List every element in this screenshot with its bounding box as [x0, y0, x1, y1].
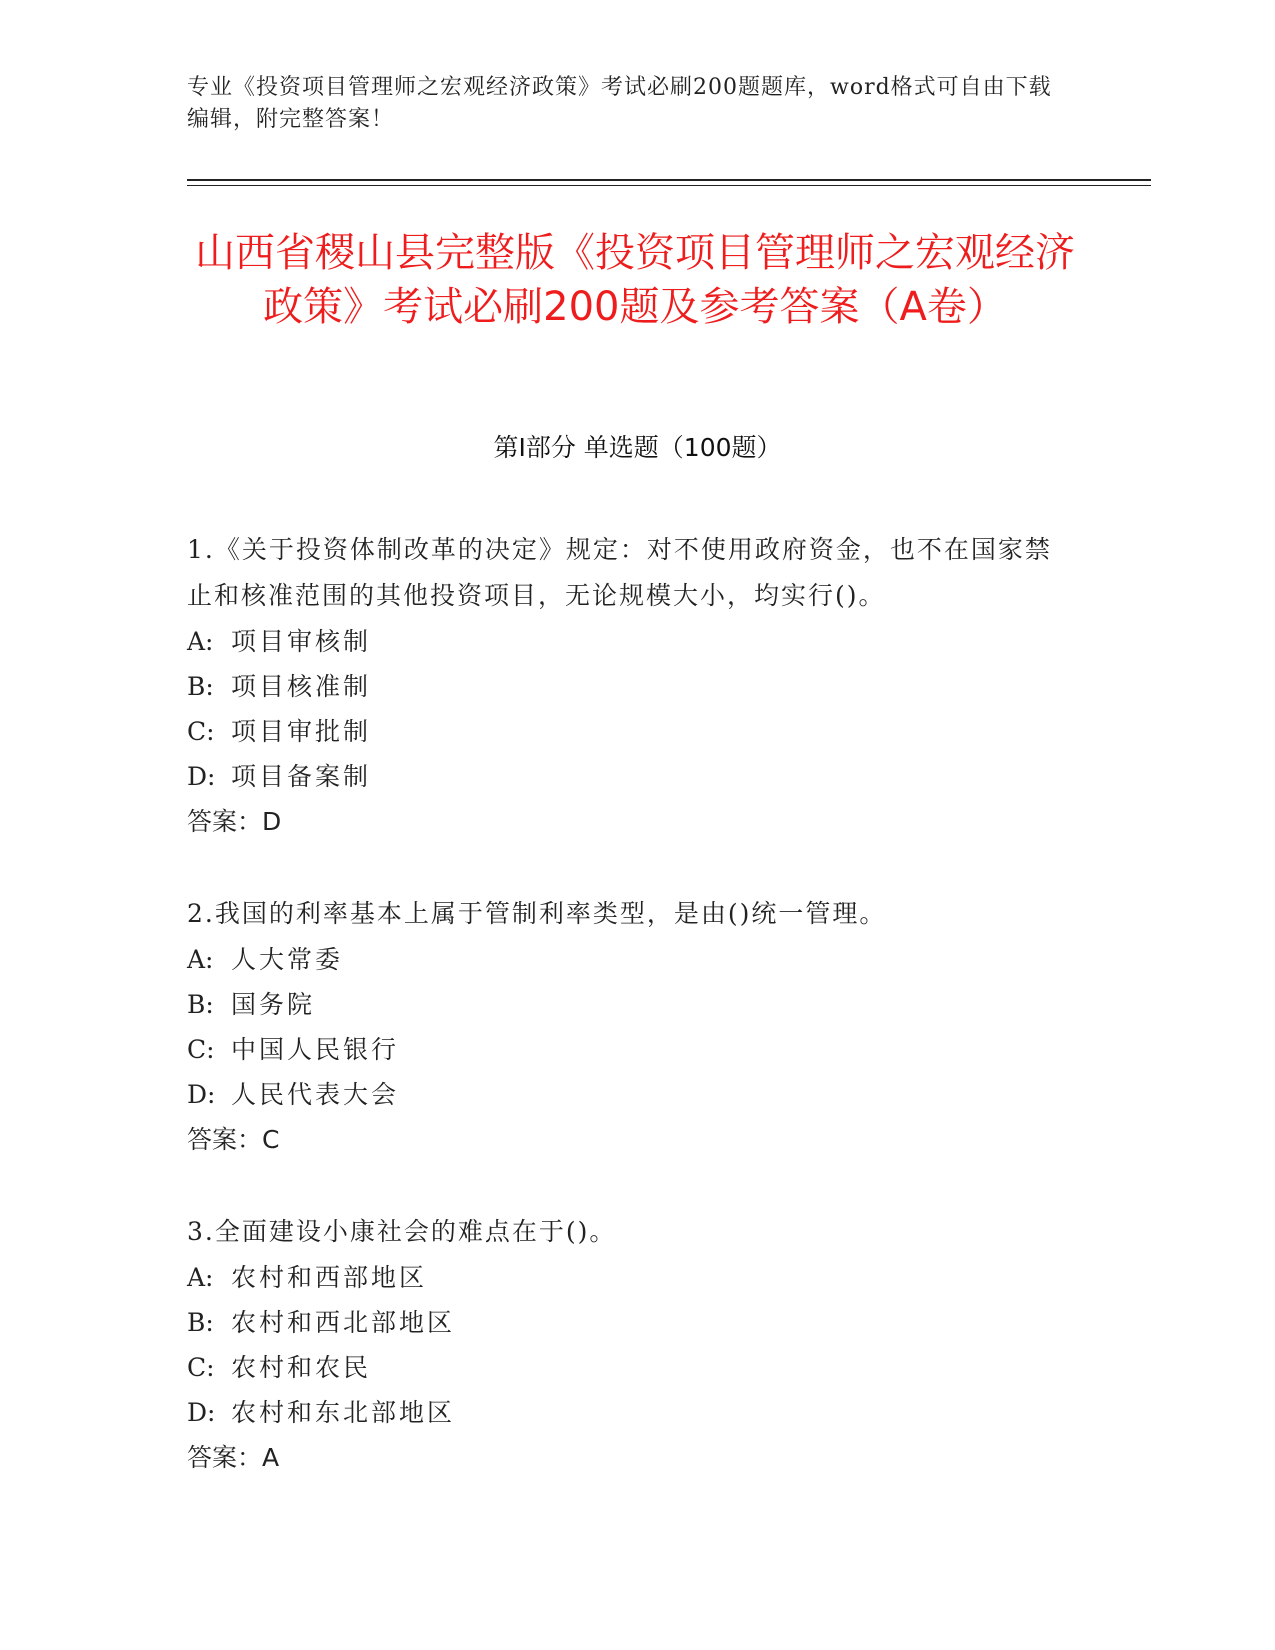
question-text: 3.全面建设小康社会的难点在于()。: [187, 1217, 617, 1246]
option-c: [187, 709, 1067, 754]
option-text: 项目核准制: [231, 672, 372, 701]
option-text: 农村和农民: [231, 1353, 372, 1382]
option-a: [187, 619, 1067, 664]
question-item: [187, 891, 1067, 1163]
question-text: 1.《关于投资体制改革的决定》规定：对不使用政府资金，也不在国家禁止和核准范围的其他投资项目，无论规模大小，均实行()。: [187, 535, 1052, 610]
option-b: [187, 982, 1067, 1027]
option-c: [187, 1027, 1067, 1072]
document-title: 山西省稷山县完整版《投资项目管理师之宏观经济政策》考试必刷200题及参考答案（A卷）: [195, 230, 1075, 330]
header-rule-thin: [187, 185, 1151, 186]
option-label: A:: [187, 945, 214, 974]
option-c: [187, 1345, 1067, 1390]
section-heading: 第Ⅰ部分 单选题（100题）: [493, 433, 782, 462]
option-text: 项目审批制: [231, 717, 372, 746]
option-text: 国务院: [231, 990, 316, 1019]
answer-line: 答案：A: [187, 1443, 280, 1472]
intro-text: 专业《投资项目管理师之宏观经济政策》考试必刷200题题库，word格式可自由下载编辑，附完整答案！: [187, 75, 1052, 132]
option-text: 中国人民银行: [231, 1035, 400, 1064]
option-label: B:: [187, 990, 214, 1019]
option-text: 项目审核制: [231, 627, 372, 656]
header-rule-thick: [187, 179, 1151, 181]
option-text: 人大常委: [231, 945, 344, 974]
option-text: 项目备案制: [231, 762, 372, 791]
option-text: 农村和西北部地区: [231, 1308, 456, 1337]
option-label: D:: [187, 762, 216, 791]
option-label: A:: [187, 627, 214, 656]
option-a: [187, 937, 1067, 982]
option-label: B:: [187, 1308, 214, 1337]
option-label: D:: [187, 1080, 216, 1109]
option-label: C:: [187, 717, 215, 746]
question-text: 2.我国的利率基本上属于管制利率类型，是由()统一管理。: [187, 899, 887, 928]
answer-line: 答案：D: [187, 807, 282, 836]
option-b: [187, 1300, 1067, 1345]
question-list: [187, 527, 1067, 1527]
option-text: 农村和东北部地区: [231, 1398, 456, 1427]
option-label: D:: [187, 1398, 216, 1427]
option-label: A:: [187, 1263, 214, 1292]
option-text: 农村和西部地区: [231, 1263, 428, 1292]
question-item: [187, 527, 1067, 845]
option-d: [187, 1390, 1067, 1435]
option-b: [187, 664, 1067, 709]
option-d: [187, 754, 1067, 799]
option-label: C:: [187, 1035, 215, 1064]
option-text: 人民代表大会: [231, 1080, 400, 1109]
option-label: B:: [187, 672, 214, 701]
answer-line: 答案：C: [187, 1125, 280, 1154]
option-d: [187, 1072, 1067, 1117]
option-a: [187, 1255, 1067, 1300]
question-item: [187, 1209, 1067, 1481]
option-label: C:: [187, 1353, 215, 1382]
